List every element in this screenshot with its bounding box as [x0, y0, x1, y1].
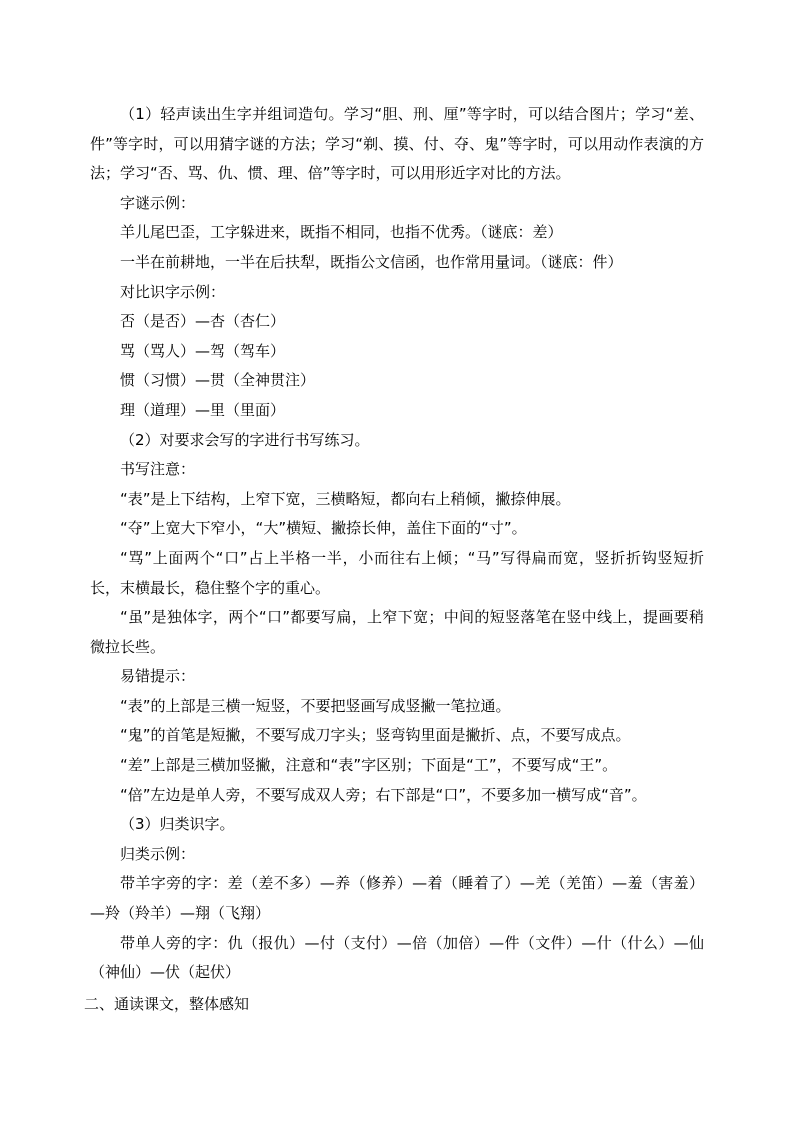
riddle-item: 羊儿尾巴歪，工字躲进来，既指不相同，也指不优秀。（谜底：差）: [120, 223, 563, 242]
riddle-item: 一半在前耕地，一半在后扶犁，既指公文信函，也作常用量词。（谜底：件）: [120, 252, 623, 271]
paragraph-classify: （3）归类识字。: [120, 815, 235, 834]
writing-note: “表”是上下结构，上窄下宽，三横略短，都向右上稍倾，撇捺伸展。: [120, 489, 571, 508]
compare-item: 理（道理）—里（里面）: [120, 400, 286, 419]
label-writing-notes: 书写注意：: [120, 460, 196, 479]
paragraph-method: （1）轻声读出生字并组词造句。学习“胆、刑、厘”等字时，可以结合图片；学习“差、件”等字时，可以用猜字谜的方法；学习“剃、摸、付、夺、鬼”等字时，可以用动作表演的方法；学习“否、骂、仇、惯、理、倍”等字时，可以用形近字对比的方法。: [90, 105, 704, 183]
writing-note: “虽”是独体字，两个“口”都要写扁，上窄下宽；中间的短竖落笔在竖中线上，提画要稍微拉长些。: [90, 608, 704, 656]
compare-item: 惯（习惯）—贯（全神贯注）: [120, 371, 316, 390]
writing-note: “骂”上面两个“口”占上半格一半，小而往右上倾；“马”写得扁而宽，竖折折钩竖短折长，末横最长，稳住整个字的重心。: [90, 548, 704, 597]
label-classify-examples: 归类示例：: [120, 844, 196, 863]
compare-item: 骂（骂人）—驾（驾车）: [120, 341, 286, 360]
error-tip: “表”的上部是三横一短竖，不要把竖画写成竖撇一笔拉通。: [120, 696, 511, 715]
label-compare-examples: 对比识字示例：: [120, 282, 226, 301]
section-heading: 二、通读课文，整体感知: [84, 994, 250, 1013]
compare-item: 否（是否）—杏（杏仁）: [120, 312, 286, 331]
error-tip: “差”上部是三横加竖撇，注意和“表”字区别；下面是“工”，不要写成“王”。: [120, 756, 618, 775]
paragraph-writing-practice: （2）对要求会写的字进行书写练习。: [120, 430, 370, 449]
label-error-tips: 易错提示：: [120, 667, 196, 686]
writing-note: “夺”上宽大下窄小，“大”横短、撇捺长伸，盖住下面的“寸”。: [120, 519, 527, 538]
error-tip: “倍”左边是单人旁，不要写成双人旁；右下部是“口”，不要多加一横写成“音”。: [120, 785, 647, 804]
error-tip: “鬼”的首笔是短撇，不要写成刀字头；竖弯钩里面是撇折、点，不要写成点。: [120, 726, 631, 745]
label-riddle-examples: 字谜示例：: [120, 193, 196, 212]
classify-item-person-radical: 带单人旁的字：仇（报仇）—付（支付）—倍（加倍）—件（文件）—什（什么）—仙（神仙）—伏（起伏）: [90, 933, 704, 982]
classify-item-sheep-radical: 带羊字旁的字：差（差不多）—养（修养）—着（睡着了）—羌（羌笛）—羞（害羞）—羚（羚羊）—翔（飞翔）: [90, 874, 704, 923]
